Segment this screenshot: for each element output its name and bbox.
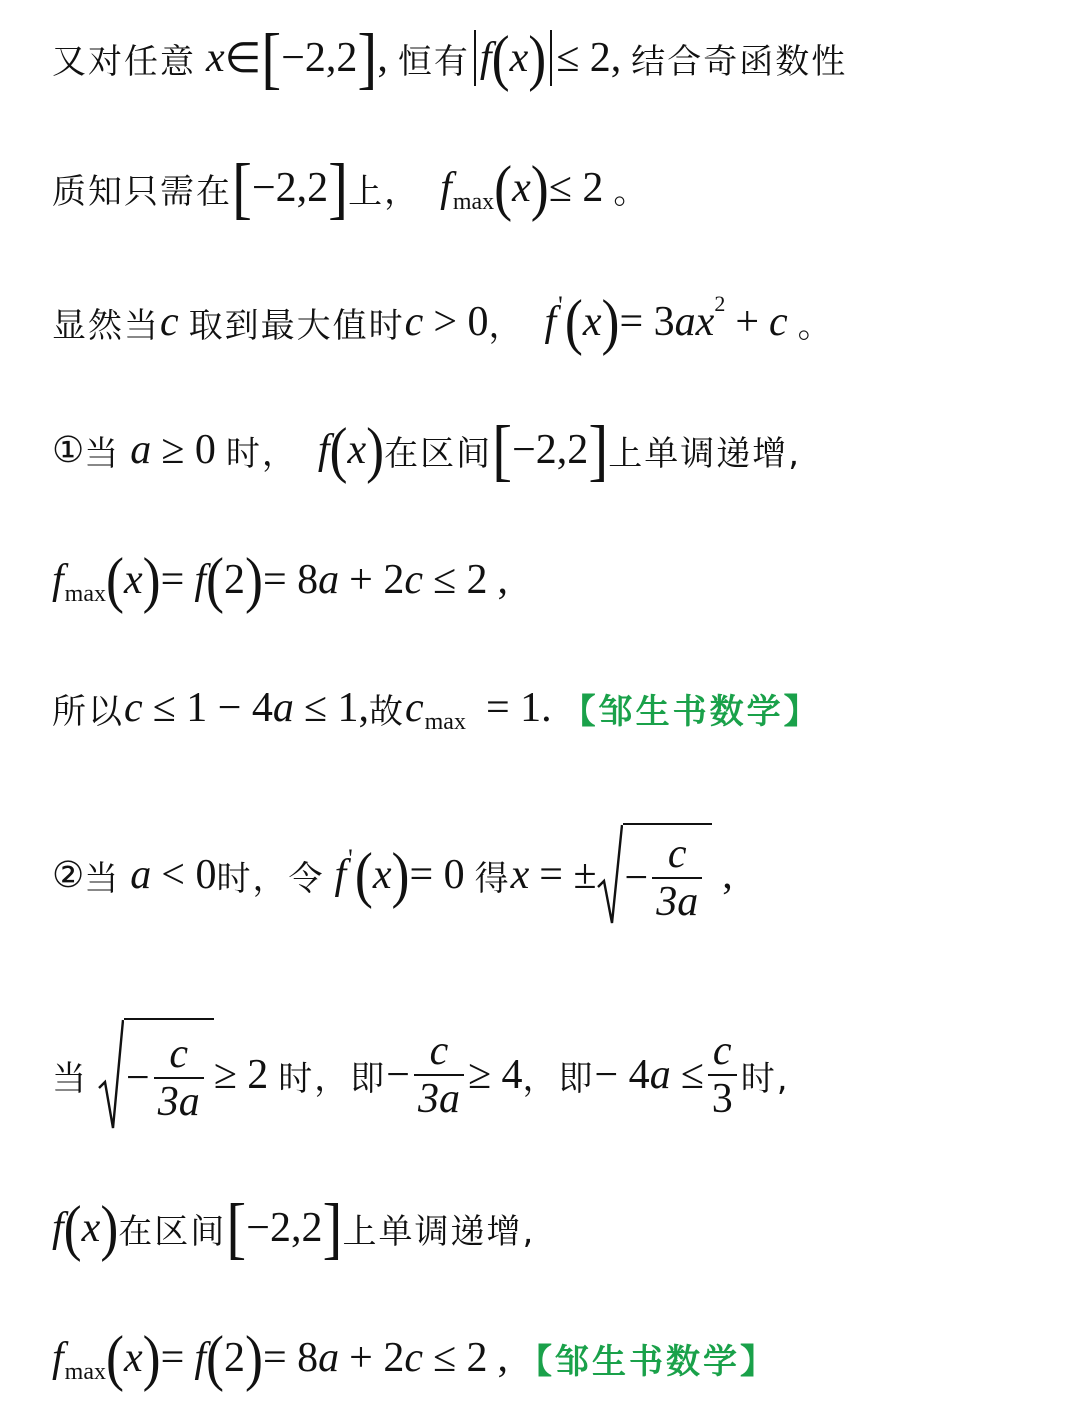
bracket: ] bbox=[322, 1190, 343, 1266]
bracket: [ bbox=[226, 1190, 247, 1266]
text: 上单调递增, bbox=[342, 1211, 536, 1252]
math-var: f bbox=[52, 1205, 64, 1251]
subscript: max bbox=[452, 188, 495, 215]
line-2 bbox=[52, 148, 649, 228]
math-symbol: , bbox=[377, 35, 388, 81]
denominator: 3 bbox=[711, 1076, 733, 1122]
math-symbol: = 1. bbox=[485, 685, 552, 731]
line-10 bbox=[52, 1318, 777, 1398]
text: 质知只需在 bbox=[52, 171, 232, 212]
bracket: ] bbox=[328, 150, 349, 226]
denominator: 3a bbox=[417, 1076, 460, 1122]
prime: ' bbox=[558, 291, 563, 320]
math-symbol: = 8 bbox=[262, 557, 319, 603]
paren: ) bbox=[142, 545, 161, 615]
paren: ( bbox=[106, 1323, 124, 1393]
math-symbol: , bbox=[497, 557, 509, 603]
text: 结合奇函数性 bbox=[631, 41, 848, 82]
text: 故 bbox=[368, 691, 405, 732]
math-var: f bbox=[479, 35, 492, 81]
line-5 bbox=[52, 540, 508, 620]
numerator: c bbox=[712, 1028, 732, 1074]
text: ，即 bbox=[522, 1058, 595, 1099]
fraction bbox=[708, 1028, 737, 1122]
text: 恒有 bbox=[397, 41, 470, 82]
math-symbol: ≥ 0 bbox=[161, 427, 216, 473]
text: ， bbox=[488, 305, 525, 346]
math-var: a bbox=[130, 852, 152, 898]
circled-number: ② bbox=[52, 854, 85, 896]
text: 时， bbox=[225, 433, 298, 474]
paren: ( bbox=[329, 415, 348, 485]
math-symbol: + 2 bbox=[349, 557, 405, 603]
math-symbol: + bbox=[735, 299, 760, 345]
math-var: x bbox=[206, 35, 225, 81]
math-var: f bbox=[52, 1335, 64, 1381]
superscript: 2 bbox=[714, 291, 726, 316]
line-8 bbox=[52, 1010, 790, 1140]
math-var: f bbox=[52, 557, 64, 603]
fraction bbox=[414, 1028, 464, 1122]
math-var: f bbox=[317, 427, 330, 473]
brand-label: 【邹生书数学】 bbox=[561, 691, 821, 732]
math-var: x bbox=[512, 165, 531, 211]
bracket: ] bbox=[357, 20, 378, 96]
text: 。 bbox=[797, 305, 834, 346]
math-var: x bbox=[372, 852, 392, 898]
math-symbol: , bbox=[722, 852, 733, 898]
text: 时, bbox=[740, 1058, 790, 1099]
denominator: 3a bbox=[157, 1079, 200, 1125]
text: 上单调递增, bbox=[608, 433, 802, 474]
math-var: a bbox=[318, 557, 340, 603]
math-var: ax bbox=[674, 299, 715, 345]
math-var: f bbox=[194, 557, 206, 603]
math-var: f bbox=[194, 1335, 206, 1381]
numerator: c bbox=[667, 831, 687, 877]
math-var: x bbox=[81, 1205, 101, 1251]
text: 在区间 bbox=[118, 1211, 227, 1252]
math-interval: −2,2 bbox=[251, 165, 329, 211]
math-symbol: = ± bbox=[539, 852, 597, 898]
abs-bar bbox=[474, 30, 476, 86]
math-symbol: < 0 bbox=[161, 852, 217, 898]
math-symbol: = 8 bbox=[262, 1335, 319, 1381]
math-var: x bbox=[123, 1335, 143, 1381]
brand-label: 【邹生书数学】 bbox=[518, 1341, 778, 1382]
prime: ' bbox=[348, 844, 353, 873]
line-4 bbox=[52, 410, 801, 490]
square-root bbox=[98, 1018, 214, 1132]
math-interval: −2,2 bbox=[512, 427, 589, 473]
radical-sign-icon bbox=[597, 823, 623, 927]
paren: ( bbox=[564, 287, 583, 357]
text: 显然当 bbox=[52, 305, 160, 346]
math-symbol: > 0 bbox=[433, 299, 489, 345]
math-var: c bbox=[160, 299, 179, 345]
paren: ( bbox=[354, 840, 373, 910]
paren: ( bbox=[205, 545, 224, 615]
text: 上， bbox=[348, 171, 421, 212]
paren: ) bbox=[366, 415, 385, 485]
paren: ) bbox=[244, 545, 263, 615]
text: 当 bbox=[84, 433, 121, 474]
paren: ( bbox=[106, 545, 124, 615]
math-number: 2 bbox=[223, 1335, 245, 1381]
math-var: a bbox=[272, 685, 294, 731]
line-1 bbox=[52, 18, 847, 98]
paren: ) bbox=[100, 1193, 119, 1263]
text: 当 bbox=[52, 1058, 88, 1099]
math-var: x bbox=[510, 852, 530, 898]
math-symbol: = bbox=[160, 1335, 185, 1381]
math-symbol: − bbox=[624, 855, 649, 901]
bracket: [ bbox=[492, 412, 513, 488]
subscript: max bbox=[424, 708, 466, 735]
text: 又对任意 bbox=[52, 41, 196, 82]
math-symbol: − bbox=[386, 1052, 410, 1098]
line-6 bbox=[52, 668, 821, 748]
paren: ) bbox=[391, 840, 410, 910]
math-symbol: ∈ bbox=[224, 36, 262, 82]
math-var: c bbox=[124, 685, 143, 731]
math-var: x bbox=[347, 427, 367, 473]
math-symbol: , bbox=[497, 1335, 509, 1381]
fraction bbox=[154, 1031, 204, 1125]
paren: ) bbox=[528, 23, 547, 93]
paren: ) bbox=[142, 1323, 161, 1393]
math-var: c bbox=[769, 299, 788, 345]
math-var: x bbox=[123, 557, 143, 603]
math-symbol: ≤ 1, bbox=[303, 685, 369, 731]
math-interval: −2,2 bbox=[246, 1205, 323, 1251]
math-symbol: ≤ 2 bbox=[556, 35, 611, 81]
paren: ( bbox=[494, 153, 513, 223]
math-var: f bbox=[440, 165, 452, 211]
bracket: [ bbox=[261, 20, 282, 96]
subscript: max bbox=[64, 1358, 106, 1385]
text: 。 bbox=[613, 171, 650, 212]
math-symbol: − bbox=[126, 1055, 150, 1101]
bracket: [ bbox=[232, 150, 252, 226]
paren: ) bbox=[244, 1323, 263, 1393]
math-symbol: ≤ 1 − 4 bbox=[152, 685, 273, 731]
math-var: f bbox=[334, 852, 347, 898]
text: 取到最大值时 bbox=[188, 305, 405, 346]
math-symbol: = 3 bbox=[619, 299, 675, 345]
math-symbol: ≥ 4 bbox=[467, 1052, 523, 1098]
numerator: c bbox=[429, 1028, 449, 1074]
math-symbol: = 0 bbox=[409, 852, 465, 898]
paren: ) bbox=[601, 287, 620, 357]
paren: ) bbox=[530, 153, 549, 223]
paren: ( bbox=[205, 1323, 224, 1393]
math-var: f bbox=[544, 299, 557, 345]
line-7 bbox=[52, 810, 733, 940]
math-interval: −2,2 bbox=[281, 35, 358, 81]
paren: ( bbox=[491, 23, 510, 93]
radicand bbox=[124, 1018, 214, 1132]
math-var: c bbox=[404, 557, 423, 603]
math-symbol: = bbox=[160, 557, 185, 603]
radical-sign-icon bbox=[98, 1018, 124, 1132]
math-symbol: ≤ 2 bbox=[548, 165, 604, 211]
text: 所以 bbox=[52, 691, 124, 732]
math-symbol: ≤ bbox=[680, 1052, 704, 1098]
bracket: ] bbox=[588, 412, 609, 488]
abs-bar bbox=[550, 30, 552, 86]
radicand bbox=[623, 823, 713, 927]
numerator: c bbox=[169, 1031, 189, 1077]
math-symbol: + 2 bbox=[349, 1335, 405, 1381]
math-var: a bbox=[130, 427, 152, 473]
math-var: x bbox=[582, 299, 602, 345]
text: 时，令 bbox=[216, 858, 325, 899]
math-symbol: ≥ 2 bbox=[213, 1052, 269, 1098]
line-3 bbox=[52, 282, 834, 362]
math-var: c bbox=[404, 299, 424, 345]
math-symbol: − 4 bbox=[594, 1052, 650, 1098]
text: 时，即 bbox=[278, 1058, 387, 1099]
paren: ( bbox=[63, 1193, 82, 1263]
fraction bbox=[652, 831, 702, 925]
math-var: x bbox=[509, 35, 529, 81]
circled-number: ① bbox=[52, 429, 85, 471]
math-symbol: , bbox=[610, 35, 622, 81]
text: 得 bbox=[474, 858, 511, 899]
math-symbol: ≤ 2 bbox=[432, 557, 488, 603]
denominator: 3a bbox=[656, 879, 699, 925]
subscript: max bbox=[64, 580, 106, 607]
math-symbol: ≤ 2 bbox=[432, 1335, 488, 1381]
text: 在区间 bbox=[384, 433, 493, 474]
math-var: c bbox=[404, 1335, 423, 1381]
math-var: a bbox=[649, 1052, 671, 1098]
text: 当 bbox=[84, 858, 121, 899]
math-var: c bbox=[404, 685, 424, 731]
square-root bbox=[597, 823, 713, 927]
line-9 bbox=[52, 1188, 535, 1268]
math-number: 2 bbox=[223, 557, 245, 603]
math-var: a bbox=[318, 1335, 340, 1381]
